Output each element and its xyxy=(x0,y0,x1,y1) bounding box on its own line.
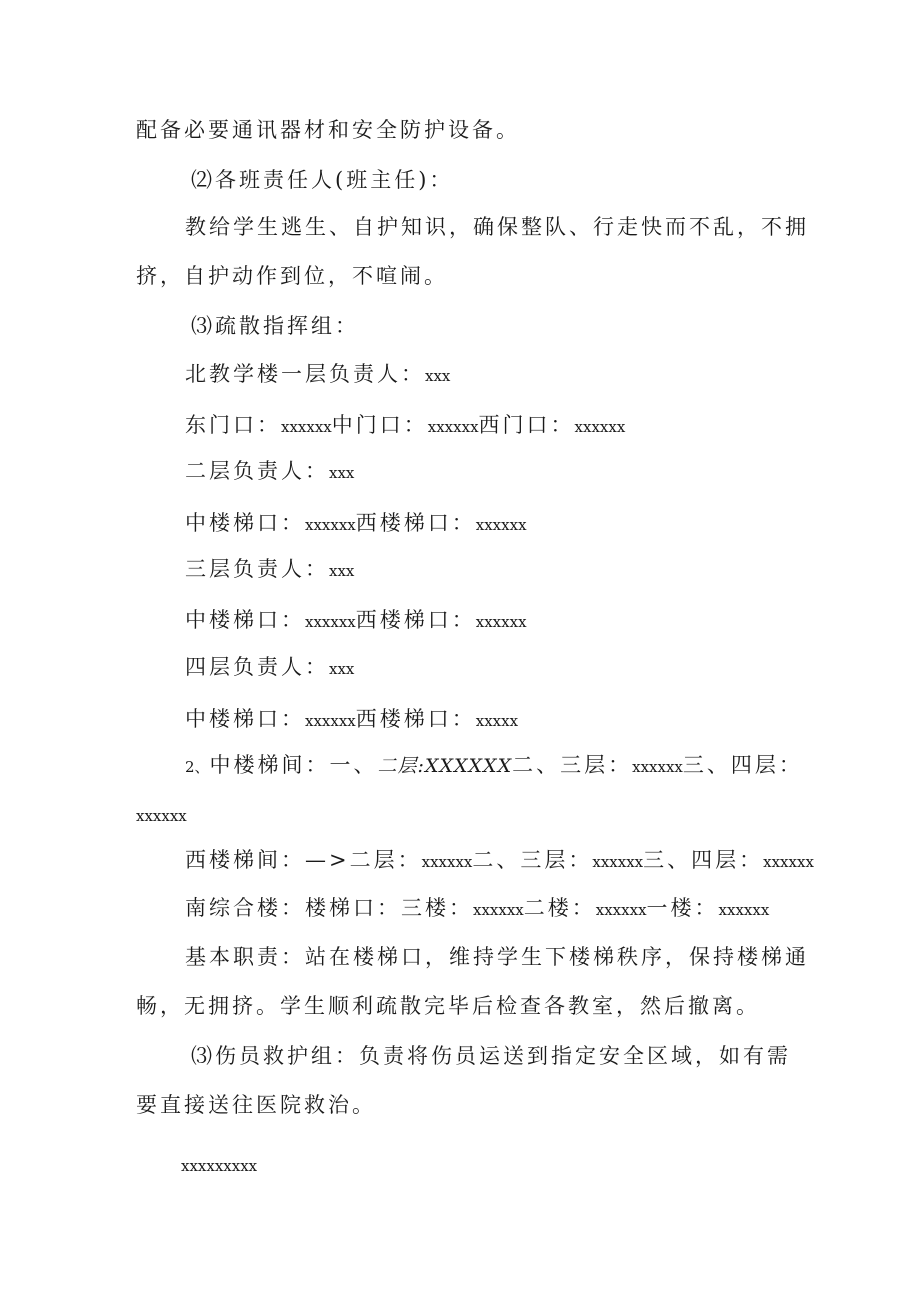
text-line: 中楼梯口：xxxxxx西楼梯口：xxxxx xyxy=(185,707,519,731)
text-line: 三层负责人：xxx xyxy=(185,557,355,581)
text-line: xxxxxx xyxy=(136,807,187,825)
text-line: 要直接送往医院救治。 xyxy=(136,1093,376,1117)
text-line: 二层负责人：xxx xyxy=(185,459,355,483)
text-line: ⑶伤员救护组：负责将伤员运送到指定安全区域，如有需 xyxy=(191,1044,791,1068)
text-line: 四层负责人：xxx xyxy=(185,655,355,679)
text-line: 中楼梯口：xxxxxx西楼梯口：xxxxxx xyxy=(185,608,527,632)
text-line: 北教学楼一层负责人：xxx xyxy=(185,362,451,386)
text-line: 教给学生逃生、自护知识，确保整队、行走快而不乱，不拥 xyxy=(185,215,809,239)
text-line: 配备必要通讯器材和安全防护设备。 xyxy=(136,118,520,142)
text-line: ⑵各班责任人(班主任)： xyxy=(191,168,454,192)
text-line: 挤，自护动作到位，不喧闹。 xyxy=(136,264,448,288)
text-line: 西楼梯间：—>二层：xxxxxx二、三层：xxxxxx三、四层：xxxxxx xyxy=(185,848,814,872)
text-line: 2、中楼梯间：一、二层:XXXXXX二、三层：xxxxxx三、四层： xyxy=(185,753,803,777)
text-line: 基本职责：站在楼梯口，维持学生下楼梯秩序，保持楼梯通 xyxy=(185,945,809,969)
text-line: ⑶疏散指挥组： xyxy=(191,314,359,338)
text-line: xxxxxxxxx xyxy=(181,1157,258,1175)
text-line: 中楼梯口：xxxxxx西楼梯口：xxxxxx xyxy=(185,511,527,535)
text-line: 南综合楼：楼梯口：三楼：xxxxxx二楼：xxxxxx一楼：xxxxxx xyxy=(185,896,770,920)
text-line: 畅，无拥挤。学生顺利疏散完毕后检查各教室，然后撤离。 xyxy=(136,994,760,1018)
text-line: 东门口：xxxxxx中门口：xxxxxx西门口：xxxxxx xyxy=(185,413,626,437)
